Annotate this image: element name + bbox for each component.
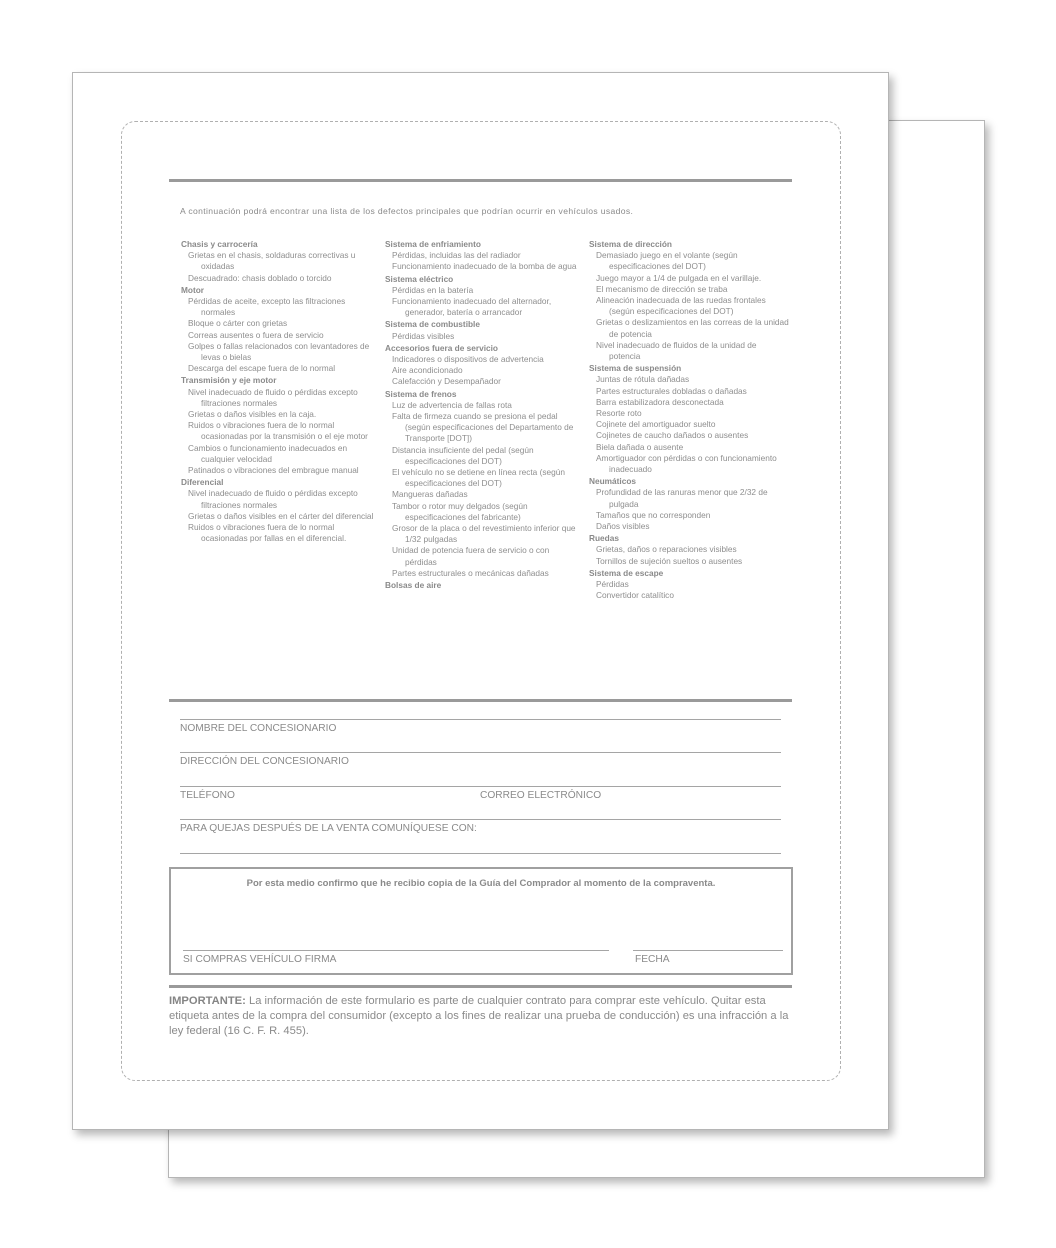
receipt-confirmation: Por esta medio confirmo que he recibio copia de la Guía del Comprador al momento de la compraventa. <box>246 878 716 889</box>
defect-item: Unidad de potencia fuera de servicio o con pérdidas <box>392 545 550 567</box>
defect-item: Pérdidas de aceite, excepto las filtraciones normales <box>188 296 346 318</box>
defect-item: Pérdidas en la batería <box>392 284 474 295</box>
defect-item: Pérdidas <box>596 579 629 590</box>
defect-category-title: Chasis y carrocería <box>181 239 258 249</box>
defects-column-3 <box>589 238 789 602</box>
defect-item: Mangueras dañadas <box>392 489 468 500</box>
defect-category-title: Accesorios fuera de servicio <box>385 342 498 353</box>
dealer-name-line[interactable] <box>180 719 781 720</box>
defect-category-title: Sistema de frenos <box>385 388 457 399</box>
date-line[interactable] <box>633 950 783 951</box>
defect-item: Tornillos de sujeción sueltos o ausentes <box>596 555 743 566</box>
dealer-address-line[interactable] <box>180 752 781 753</box>
defect-category-title: Sistema de combustible <box>385 319 480 330</box>
email-label: CORREO ELECTRÓNICO <box>480 790 602 801</box>
defect-category-title: Sistema de suspensión <box>589 363 682 374</box>
defect-item: Ruidos o vibraciones fuera de lo normal ocasionadas por la transmisión o el eje motor <box>188 420 368 442</box>
defect-item: Juntas de rótula dañadas <box>596 374 690 385</box>
defect-item: Pérdidas visibles <box>392 330 455 341</box>
defect-category-title: Diferencial <box>181 477 224 488</box>
defect-item: Calefacción y Desempañador <box>392 376 501 387</box>
defects-column-2 <box>385 238 581 591</box>
defect-item: Nivel inadecuado de fluidos de la unidad de potencia <box>596 339 757 362</box>
defect-item: Amortiguador con pérdidas o con funcionamiento inadecuado <box>596 452 777 475</box>
defect-item: Grietas o daños visibles en la caja. <box>188 409 317 420</box>
bottom-divider <box>169 985 792 988</box>
defect-item: Nivel inadecuado de fluido o pérdidas excepto filtraciones normales <box>188 488 358 510</box>
defect-item: El mecanismo de dirección se traba <box>596 283 728 294</box>
defect-item: Funcionamiento inadecuado del alternador, generador, batería o arrancador <box>392 296 552 318</box>
defect-item: Cambios o funcionamiento inadecuados en cualquier velocidad <box>188 442 348 464</box>
defect-item: Convertidor catalítico <box>596 590 674 601</box>
signature-label: SI COMPRAS VEHÍCULO FIRMA <box>183 954 337 965</box>
defect-item: Ruidos o vibraciones fuera de lo normal ocasionadas por fallas en el diferencial. <box>188 522 347 544</box>
defect-item: Grosor de la placa o del revestimiento inferior que 1/32 pulgadas <box>392 523 576 545</box>
defect-item: Cojinete del amortiguador suelto <box>596 419 716 430</box>
defect-category-title: Sistema de escape <box>589 567 664 578</box>
defect-category-title: Sistema de enfriamiento <box>385 239 481 249</box>
defect-item: Patinados o vibraciones del embrague manual <box>188 465 359 476</box>
defect-item: Aire acondicionado <box>392 365 463 376</box>
defect-item: Partes estructurales o mecánicas dañadas <box>392 567 549 578</box>
defect-item: Cojinetes de caucho dañados o ausentes <box>596 430 749 441</box>
top-divider <box>169 179 792 182</box>
defect-item: Partes estructurales dobladas o dañadas <box>596 385 747 396</box>
defect-item: Daños visibles <box>596 521 650 532</box>
defect-item: Biela dañada o ausente <box>596 441 684 452</box>
defect-item: Descuadrado: chasis doblado o torcido <box>188 272 332 283</box>
important-label: IMPORTANTE: <box>169 995 246 1007</box>
defect-item: Nivel inadecuado de fluido o pérdidas excepto filtraciones normales <box>188 386 358 408</box>
complaints-line[interactable] <box>180 819 781 820</box>
defect-category-title: Neumáticos <box>589 476 637 487</box>
defect-item: Grietas, daños o reparaciones visibles <box>596 544 737 555</box>
defect-item: Grietas o daños visibles en el cárter del diferencial <box>188 510 374 521</box>
complaints-label: PARA QUEJAS DESPUÉS DE LA VENTA COMUNÍQUESE CON: <box>180 823 477 834</box>
defect-category-title: Sistema de dirección <box>589 239 673 249</box>
defect-item: Luz de advertencia de fallas rota <box>392 399 512 410</box>
defect-item: Bloque o cárter con grietas <box>188 318 288 329</box>
defect-item: El vehículo no se detiene en línea recta (según especificaciones del DOT) <box>392 467 565 489</box>
defect-category-title: Transmisión y eje motor <box>181 375 277 386</box>
defects-column-1 <box>181 238 377 544</box>
signature-box <box>169 867 793 975</box>
date-label: FECHA <box>635 954 670 965</box>
defect-item: Funcionamiento inadecuado de la bomba de agua <box>392 261 577 272</box>
defect-category-title: Sistema eléctrico <box>385 273 454 284</box>
defect-item: Resorte roto <box>596 408 642 419</box>
defect-item: Falta de firmeza cuando se presiona el pedal (según especificaciones del Departamento de Transporte [DOT]) <box>392 411 574 444</box>
important-notice <box>169 994 794 1040</box>
dealer-address-label: DIRECCIÓN DEL CONCESIONARIO <box>180 756 349 767</box>
defect-category-title: Motor <box>181 284 205 295</box>
defect-item: Tambor o rotor muy delgados (según especificaciones del fabricante) <box>392 500 528 522</box>
defect-item: Correas ausentes o fuera de servicio <box>188 329 324 340</box>
defect-item: Descarga del escape fuera de lo normal <box>188 363 336 374</box>
defect-item: Distancia insuficiente del pedal (según especificaciones del DOT) <box>392 444 534 466</box>
defect-item: Demasiado juego en el volante (según especificaciones del DOT) <box>596 250 738 272</box>
defect-item: Indicadores o dispositivos de advertencia <box>392 354 544 365</box>
defect-item: Pérdidas, incluidas las del radiador <box>392 250 521 261</box>
phone-email-line[interactable] <box>180 786 781 787</box>
complaints-contact-line[interactable] <box>180 853 781 854</box>
defect-item: Profundidad de las ranuras menor que 2/32 de pulgada <box>596 487 768 509</box>
defect-item: Barra estabilizadora desconectada <box>596 396 724 407</box>
defect-item: Tamaños que no corresponden <box>596 509 711 520</box>
defect-item: Golpes o fallas relacionados con levantadores de levas o bielas <box>188 340 370 363</box>
defect-item: Grietas o deslizamientos en las correas de la unidad de potencia <box>596 317 789 339</box>
defects-intro: A continuación podrá encontrar una lista de los defectos principales que podrían ocurrir en vehículos usados. <box>180 206 634 216</box>
middle-divider <box>169 699 792 702</box>
defect-item: Juego mayor a 1/4 de pulgada en el varillaje. <box>596 272 762 283</box>
signature-line[interactable] <box>183 950 609 951</box>
defect-item: Grietas en el chasis, soldaduras correctivas u oxidadas <box>188 250 356 272</box>
dealer-name-label: NOMBRE DEL CONCESIONARIO <box>180 723 337 734</box>
defect-item: Alineación inadecuada de las ruedas frontales (según especificaciones del DOT) <box>596 295 766 317</box>
important-text: La información de este formulario es parte de cualquier contrato para comprar este vehículo. Quitar esta etiqueta antes de la compra del consumidor (excepto a los fines de realizar una prueba de conducción) es una infracción a la ley federal (16 C. F. R. 455). <box>169 995 789 1038</box>
phone-label: TELÉFONO <box>180 790 235 801</box>
defect-category-title: Bolsas de aire <box>385 580 442 591</box>
buyers-guide-page <box>72 72 889 1130</box>
defect-category-title: Ruedas <box>589 533 619 544</box>
